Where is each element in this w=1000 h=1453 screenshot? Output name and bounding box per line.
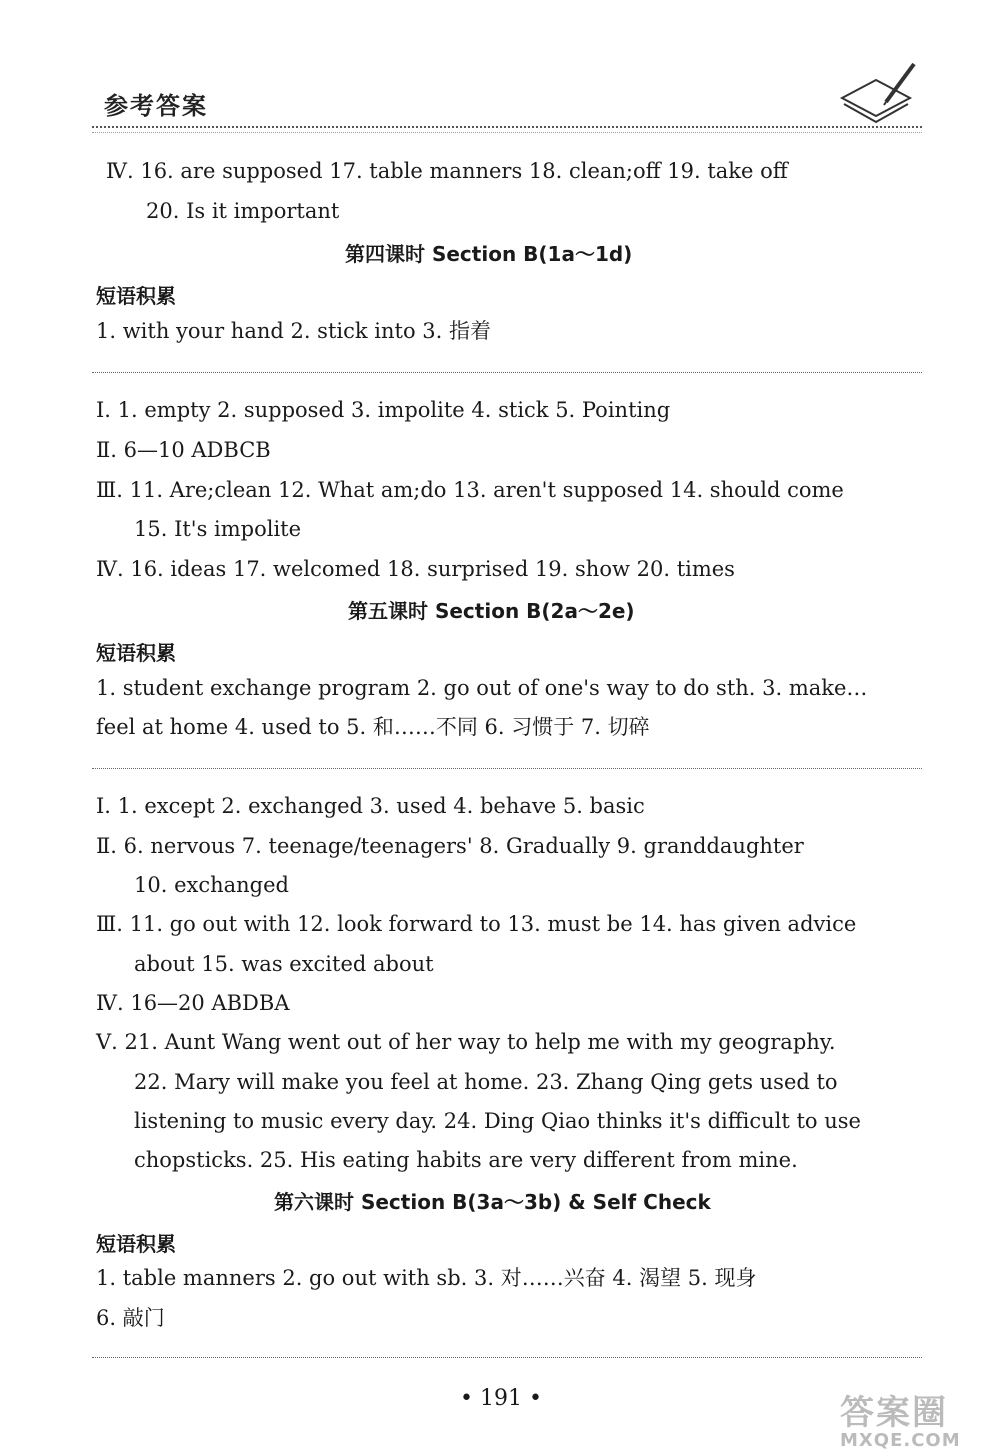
- phrase-line: 1. student exchange program 2. go out of one's way to do sth. 3. make…: [96, 676, 868, 700]
- answer-line: Ⅱ. 6. nervous 7. teenage/teenagers' 8. Gradually 9. granddaughter: [96, 834, 804, 858]
- watermark-url: MXQE.COM: [840, 1430, 961, 1451]
- answer-line: listening to music every day. 24. Ding Qiao thinks it's difficult to use: [134, 1109, 861, 1133]
- answer-line: Ⅴ. 21. Aunt Wang went out of her way to help me with my geography.: [96, 1030, 836, 1054]
- dotted-divider: [92, 768, 922, 769]
- answer-line: Ⅳ. 16. are supposed 17. table manners 18. clean;off 19. take off: [106, 159, 788, 183]
- answer-line: 20. Is it important: [146, 199, 340, 223]
- dotted-divider: [92, 1357, 922, 1358]
- answer-line: Ⅰ. 1. except 2. exchanged 3. used 4. behave 5. basic: [96, 794, 645, 818]
- answer-line: Ⅳ. 16—20 ABDBA: [96, 991, 290, 1015]
- notebook-pencil-icon: [836, 58, 922, 130]
- section-heading: 第六课时 Section B(3a～3b) & Self Check: [274, 1190, 711, 1214]
- subsection-label: 短语积累: [96, 641, 176, 665]
- header-divider-secondary: [92, 132, 922, 133]
- dotted-divider: [92, 372, 922, 373]
- header-divider: [92, 126, 922, 128]
- answer-line: chopsticks. 25. His eating habits are very different from mine.: [134, 1148, 798, 1172]
- subsection-label: 短语积累: [96, 1232, 176, 1256]
- answer-line: 15. It's impolite: [134, 517, 302, 541]
- subsection-label: 短语积累: [96, 284, 176, 308]
- header-title: 参考答案: [104, 92, 208, 120]
- page-number: • 191 •: [460, 1386, 542, 1411]
- answer-line: Ⅰ. 1. empty 2. supposed 3. impolite 4. stick 5. Pointing: [96, 398, 671, 422]
- phrase-line: 6. 敲门: [96, 1306, 165, 1330]
- answer-line: Ⅲ. 11. go out with 12. look forward to 13. must be 14. has given advice: [96, 912, 857, 936]
- answer-line: Ⅱ. 6—10 ADBCB: [96, 438, 271, 462]
- phrase-line: 1. table manners 2. go out with sb. 3. 对……兴奋 4. 渴望 5. 现身: [96, 1266, 757, 1290]
- section-heading: 第四课时 Section B(1a～1d): [345, 242, 633, 266]
- section-heading: 第五课时 Section B(2a～2e): [348, 599, 635, 623]
- answer-line: about 15. was excited about: [134, 952, 434, 976]
- phrase-line: 1. with your hand 2. stick into 3. 指着: [96, 319, 491, 343]
- answer-line: Ⅲ. 11. Are;clean 12. What am;do 13. aren't supposed 14. should come: [96, 478, 844, 502]
- watermark-text: 答案圈: [840, 1393, 948, 1433]
- answer-line: 22. Mary will make you feel at home. 23. Zhang Qing gets used to: [134, 1070, 838, 1094]
- answer-line: Ⅳ. 16. ideas 17. welcomed 18. surprised 19. show 20. times: [96, 557, 735, 581]
- answer-line: 10. exchanged: [134, 873, 289, 897]
- watermark-logo: [840, 1385, 961, 1451]
- phrase-line: feel at home 4. used to 5. 和……不同 6. 习惯于 7. 切碎: [96, 715, 650, 739]
